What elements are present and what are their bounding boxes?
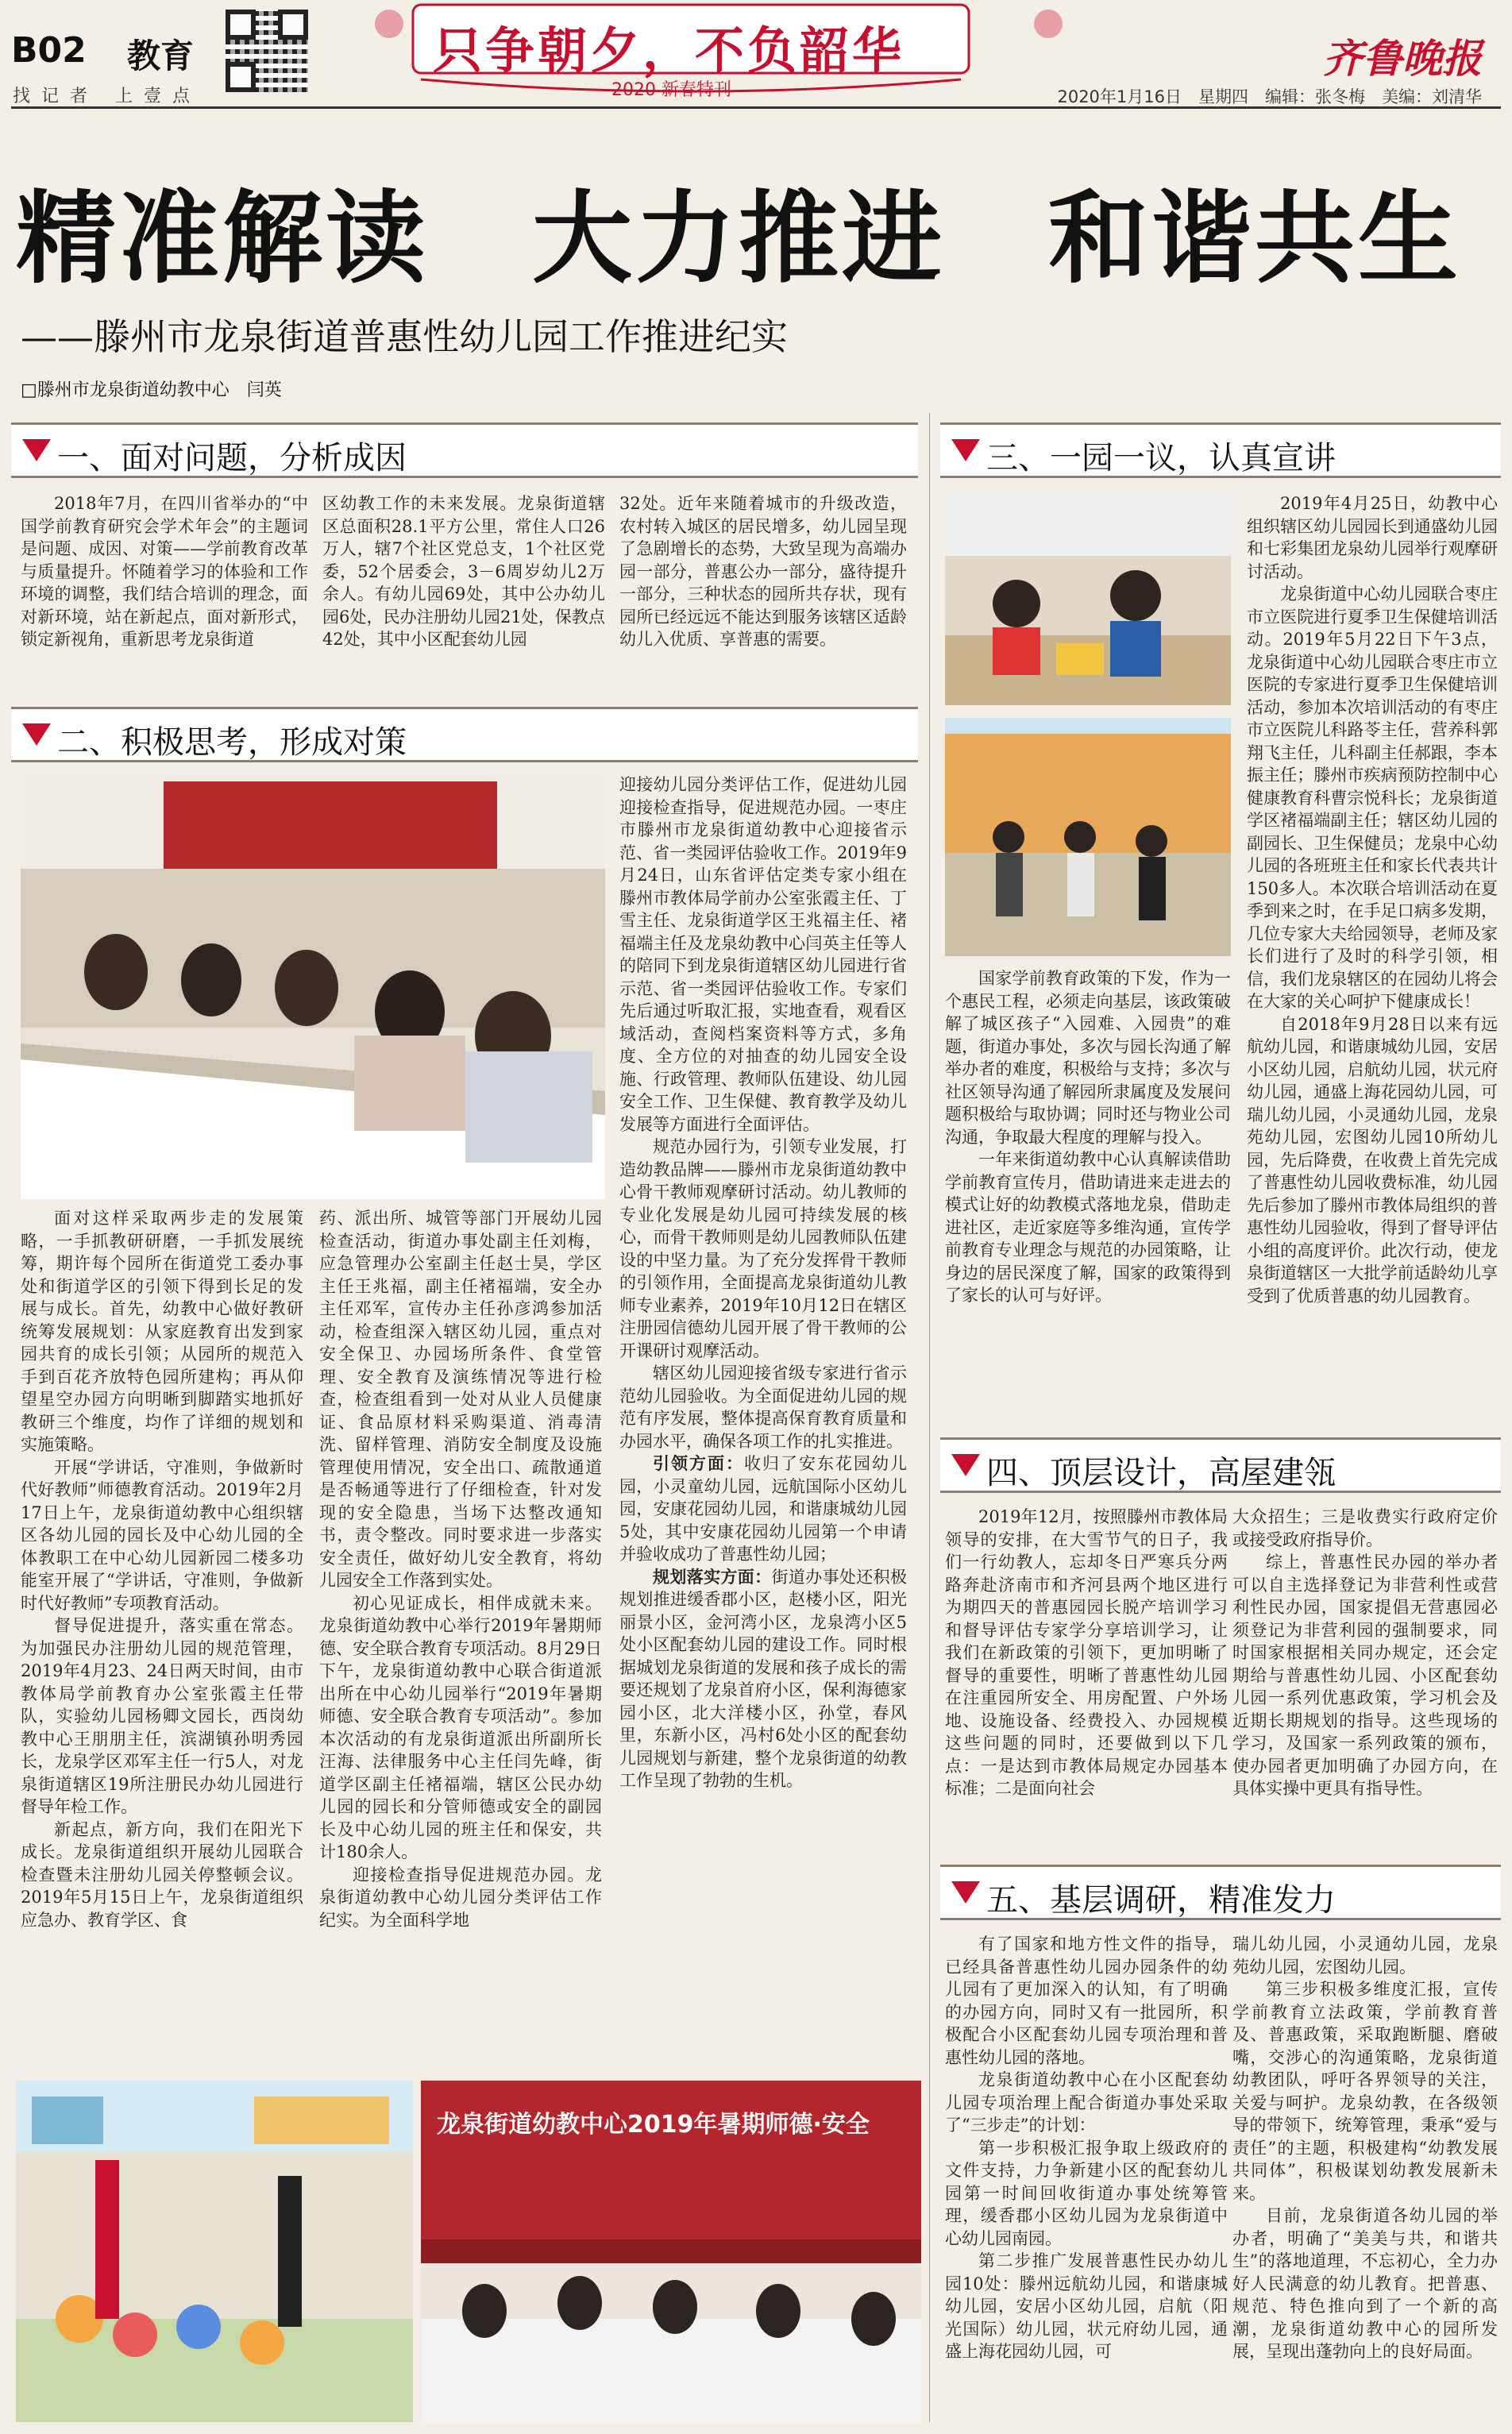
text-column <box>21 492 308 691</box>
paragraph: 瑞儿幼儿园，小灵通幼儿园，龙泉苑幼儿园，宏图幼儿园。 <box>1232 1934 1498 1977</box>
masthead <box>0 0 1512 111</box>
byline: □滕州市龙泉街道幼教中心 闫英 <box>21 380 282 400</box>
text-column <box>319 1207 602 2033</box>
paragraph: 2018年7月，在四川省举办的“中国学前教育研究会学术年会”的主题词是问题、成因、对策——学前教育改革与质量提升。怀随着学习的体验和工作环境的调整，我们结合培训的理念，面对新环境，站在新起点，面对新形式，锁定新视角，重新思考龙泉街道 <box>21 494 308 649</box>
paragraph: 一年来街道幼教中心认真解读借助学前教育宣传月，借助请进来走进去的模式让好的幼教模式落地龙泉，借助走进社区，走近家庭等多维沟通，宣传学前教育专业理念与规范的办园策略，让身边的居民深度了解，国家的政策得到了家长的认可与好评。 <box>945 1150 1231 1305</box>
paragraph: 2019年4月25日，幼教中心组织辖区幼儿园园长到通盛幼儿园和七彩集团龙泉幼儿园举行观摩研讨活动。 <box>1247 494 1498 581</box>
paragraph: 收归了安东花园幼儿园，小灵童幼儿园，远航国际小区幼儿园，安康花园幼儿园，和谐康城幼儿园5处，其中安康花园幼儿园第一个申请并验收成功了普惠性幼儿园； <box>619 1454 907 1564</box>
paragraph: 龙泉街道幼教中心在小区配套幼儿园专项治理上配合街道办事处采取了“三步走”的计划： <box>945 2070 1228 2135</box>
paragraph: 规范办园行为，引领专业发展，打造幼教品牌——滕州市龙泉街道幼教中心骨干教师观摩研讨活动。幼儿教师的专业化发展是幼儿园可持续发展的核心，而骨干教师则是幼儿园教师队伍建设的中坚力量。为了充分发挥骨干教师的引领作用，全面提高龙泉街道幼儿教师专业素养，2019年10月12日在辖区注册园信德幼儿园开展了骨干教师的公开课研讨观摩活动。 <box>619 1137 907 1360</box>
text-column <box>619 773 907 2033</box>
section-name: 教育 <box>127 37 195 75</box>
classroom-photo-icon <box>16 2081 413 2422</box>
paragraph: 迎接检查指导促进规范办园。龙泉街道幼教中心幼儿园分类评估工作纪实。为全面科学地 <box>319 1865 602 1930</box>
photo-classroom <box>16 2081 413 2422</box>
paragraph: 目前，龙泉街道各幼儿园的举办者，明确了“美美与共，和谐共生”的落地道理，不忘初心，全力办好人民满意的幼儿教育。把普惠、规范、特色推向到了一个新的高潮，龙泉街道幼教中心的园所发展，呈现出蓬勃向上的良好局面。 <box>1232 2206 1498 2361</box>
photo-meeting <box>21 773 605 1199</box>
newspaper-logo: 齐鲁晚报 <box>1323 35 1482 82</box>
paragraph: 自2018年9月28日以来有远航幼儿园，和谐康城幼儿园，安居小区幼儿园，启航幼儿园，状元府幼儿园，通盛上海花园幼儿园，可瑞儿幼儿园，小灵通幼儿园，龙泉苑幼儿园，宏图幼儿园10所幼儿园，先后降费，在收费上首先完成了普惠性幼儿园收费标准，幼儿园先后参加了滕州市教体局组织的普惠性幼儿园验收，得到了督导评估小组的高度评价。此次行动，使龙泉街道辖区一大批学前适龄幼儿享受到了优质普惠的幼儿园教育。 <box>1247 1014 1498 1306</box>
paragraph: 辖区幼儿园迎接省级专家进行省示范幼儿园验收。为全面促进幼儿园的规范有序发展，整体提高保育教育质量和办园水平，确保各项工作的扎实推进。 <box>619 1364 907 1451</box>
triangle-marker-icon <box>951 439 980 461</box>
paragraph: 综上，普惠性民办园的举办者可以自主选择登记为非营利性或营利性民办园，国家提倡无营惠园必须登记为非营利园的强制要求，同时国家根据相关同办规定，还会定期给与普惠性幼儿园、小区配套幼儿园一系列优惠政策，学习机会及近期长期规划的指导。这些现场的学习，及国家一系列政策的颁布，使办园者更加明确了办园方向，在具体实操中更具有指导性。 <box>1232 1553 1498 1798</box>
section-heading-text: 四、顶层设计，高屋建瓴 <box>986 1455 1336 1491</box>
triangle-marker-icon <box>22 723 51 746</box>
triangle-marker-icon <box>951 1881 980 1904</box>
photo-visit <box>945 718 1231 956</box>
meeting-photo-icon <box>21 773 605 1199</box>
text-column <box>1232 1933 1498 2422</box>
section-heading-text: 三、一园一议，认真宣讲 <box>986 440 1336 476</box>
photo-children <box>945 492 1231 705</box>
section-heading-text: 五、基层调研，精准发力 <box>986 1882 1336 1919</box>
paragraph: 街道办事处还积极规划推进缓香郡小区，赵楼小区，阳光丽景小区，金河湾小区，龙泉湾小区5处小区配套幼儿园的建设工作。同时根据城划龙泉街道的发展和孩子成长的需要还规划了龙泉首府小区，保利海德家园小区，北大洋楼小区，孙堂，春风里，东新小区，冯村6处小区的配套幼儿园规划与新建，整个龙泉街道的幼教工作呈现了勃勃的生机。 <box>619 1567 907 1790</box>
banner-special-label: 2020 新春特刊 <box>611 80 731 100</box>
inline-label: 引领方面： <box>653 1453 744 1473</box>
text-column <box>1232 1506 1498 1855</box>
paragraph: 第一步积极汇报争取上级政府的文件支持，力争新建小区的配套幼儿园第一时间回收街道办事处统筹管理，缓香郡小区幼儿园为龙泉街道中心幼儿园南园。 <box>945 2138 1228 2248</box>
paragraph: 龙泉街道中心幼儿园联合枣庄市立医院进行夏季卫生保健培训活动。2019年5月22日下午3点，龙泉街道中心幼儿园联合枣庄市立医院的专家进行夏季卫生保健培训活动，参加本次培训活动的有枣庄市立医院儿科路苓主任，营养科郭翔飞主任，儿科副主任郝跟，李本振主任；滕州市疾病预防控制中心健康教育科曹宗悦科长；龙泉街道学区褚福端副主任；辖区幼儿园的副园长、卫生保健员；龙泉中心幼儿园的各班班主任和家长代表共计150多人。本次联合培训活动在夏季到来之时，在手足口病多发期，几位专家大夫给园领导，老师及家长们进行了及时的科学引领，相信，我们龙泉辖区的在园幼儿将会在大家的关心呵护下健康成长！ <box>1247 584 1498 1011</box>
paragraph: 新起点，新方向，我们在阳光下成长。龙泉街道组织开展幼儿园联合检查暨未注册幼儿园关停整顿会议。2019年5月15日上午，龙泉街道组织应急办、教育学区、食 <box>21 1819 303 1930</box>
text-column <box>1247 492 1498 1460</box>
photo-banner-text: 龙泉街道幼教中心2019年暑期师德·安全 <box>437 2111 870 2139</box>
paragraph: 药、派出所、城管等部门开展幼儿园检查活动，街道办事处副主任刘梅，应急管理办公室副主任赵士昊，学区主任王兆福，副主任褚福端，安全办主任邓军，宣传办主任孙彦鸿参加活动，检查组深入辖区幼儿园，重点对安全保卫、办园场所条件、食堂管理、安全教育及演练情况等进行检查，检查组看到一处对从业人员健康证、食品原材料采购渠道、消毒清洗、留样管理、消防安全制度及设施管理使用情况，安全出口、疏散通道是否畅通等进行了仔细检查，针对发现的安全隐患，当场下达整改通知书，责令整改。同时要求进一步落实安全责任，做好幼儿安全教育，将幼儿园安全工作落到实处。 <box>319 1209 602 1590</box>
section-heading-text: 一、面对问题，分析成因 <box>57 440 407 476</box>
section-heading-4 <box>940 1437 1501 1493</box>
section-heading-text: 二、积极思考，形成对策 <box>57 724 407 761</box>
page-number: B02 <box>11 30 87 71</box>
masthead-rule <box>11 106 1501 109</box>
masthead-sublabel: 找记者 上壹点 <box>13 87 201 106</box>
paragraph: 区幼教工作的未来发展。龙泉街道辖区总面积28.1平方公里，常住人口26万人，辖7个社区党总支，1个社区党委，52个居委会，3－6周岁幼儿2万余人。有幼儿园69处，其中公办幼儿园6处，民办注册幼儿园21处，保教点42处，其中小区配套幼儿园 <box>322 494 605 649</box>
text-column <box>21 1207 303 2033</box>
festival-banner <box>357 0 1088 100</box>
text-column <box>945 967 1231 1460</box>
paragraph: 有了国家和地方性文件的指导，已经具备普惠性幼儿园办园条件的幼儿园有了更加深入的认知，有了明确的办园方向，同时又有一批园所，积极配合小区配套幼儿园专项治理和普惠性幼儿园的落地。 <box>945 1934 1228 2067</box>
paragraph: 国家学前教育政策的下发，作为一个惠民工程，必须走向基层，该政策破解了城区孩子“入园难、入园贵”的难题，街道办事处，多次与园长沟通了解举办者的难度，积极给与支持；多次与社区领导沟通了解园所隶属度及发展问题积极给与取协调；同时还与物业公司沟通，争取最大程度的理解与投入。 <box>945 969 1231 1147</box>
visit-photo-icon <box>945 718 1231 956</box>
qr-code-icon[interactable] <box>226 10 308 92</box>
section-heading-1 <box>11 422 918 478</box>
subheadline: ——滕州市龙泉街道普惠性幼儿园工作推进纪实 <box>21 315 788 358</box>
dateline: 2020年1月16日 星期四 编辑：张冬梅 美编：刘清华 <box>1057 87 1482 106</box>
banner-slogan: 只争朝夕，不负韶华 <box>433 21 905 79</box>
section-heading-2 <box>11 707 918 762</box>
paragraph: 迎接幼儿园分类评估工作，促进幼儿园迎接检查指导，促进规范办园。一枣庄市滕州市龙泉街道幼教中心迎接省示范、省一类园评估验收工作。2019年9月24日，山东省评估定类专家小组在滕州市教体局学前办公室张霞主任、丁雪主任、龙泉街道学区王兆福主任、褚福端主任及龙泉幼教中心闫英主任等人的陪同下到龙泉街道辖区幼儿园进行省示范、省一类园评估验收工作。专家们先后通过听取汇报，实地查看，观看区域活动，查阅档案资料等方式，多角度、全方位的对抽查的幼儿园安全设施、行政管理、教师队伍建设、幼儿园安全工作、卫生保健、教育教学及幼儿发展等方面进行全面评估。 <box>619 775 907 1134</box>
paragraph: 督导促进提升，落实重在常态。为加强民办注册幼儿园的规范管理，2019年4月23、24日两天时间，由市教体局学前教育办公室张霞主任带队，实验幼儿园杨卿文园长，西岗幼教中心王朋朋主任，滨湖镇孙明秀园长，龙泉学区邓军主任一行5人，对龙泉街道辖区19所注册民办幼儿园进行督导年检工作。 <box>21 1616 303 1816</box>
paragraph: 面对这样采取两步走的发展策略，一手抓教研研磨，一手抓发展统筹，期许每个园所在街道党工委办事处和街道学区的引领下得到长足的发展与成长。首先，幼教中心做好教研统筹发展规划：从家庭教育出发到家园共育的成长引领；从园所的规范入手到百花齐放特色园所建构；再从仰望星空办园方向明晰到脚踏实地抓好教研三个维度，均作了详细的规划和实施策略。 <box>21 1209 303 1454</box>
children-photo-icon <box>945 492 1231 705</box>
text-column <box>945 1933 1228 2422</box>
paragraph: 大众招生；三是收费实行政府定价或接受政府指导价。 <box>1232 1507 1498 1549</box>
paragraph: 2019年12月，按照滕州市教体局领导的安排，在大雪节气的日子，我们一行幼教人，忘却冬日严寒兵分两路奔赴济南市和齐河县两个地区进行为期四天的普惠园园长脱产培训学习和督导评估专家学分享培训学习，让我们在新政策的引领下，更加明晰了督导的重要性，明晰了普惠性幼儿园在注重园所安全、用房配置、户外场地、设施设备、经费投入、办园规模这些问题的同时，还要做到以下几点：一是达到市教体局规定办园基本标准；二是面向社会 <box>945 1507 1228 1798</box>
text-column <box>322 492 605 691</box>
page-title: 精准解读 大力推进 和谐共生 <box>16 179 1461 297</box>
column-divider <box>929 413 930 2422</box>
text-column <box>945 1506 1228 1855</box>
triangle-marker-icon <box>951 1454 980 1476</box>
section-heading-3 <box>940 422 1501 478</box>
section-heading-5 <box>940 1865 1501 1920</box>
text-column <box>619 492 907 691</box>
paragraph: 32处。近年来随着城市的升级改造，农村转入城区的居民增多，幼儿园呈现了急剧增长的态势，大致呈现为高端办园一部分，普惠公办一部分，盛待提升一部分，三种状态的园所共存状，现有园所已经远远不能达到服务该辖区适龄幼儿入优质、享普惠的需要。 <box>619 494 907 649</box>
paragraph: 初心见证成长，相伴成就未来。龙泉街道幼教中心举行2019年暑期师德、安全联合教育专项活动。8月29日下午，龙泉街道幼教中心联合街道派出所在中心幼儿园举行“2019年暑期师德、安全联合教育专项活动”。参加本次活动的有龙泉街道派出所副所长汪海、法律服务中心主任闫先峰，街道学区副主任褚福端，辖区公民办幼儿园的园长和分管师德或安全的副园长及中心幼儿园的班主任和保安，共计180余人。 <box>319 1593 602 1861</box>
paragraph: 第三步积极多维度汇报，宣传学前教育立法政策，学前教育普及、普惠政策，采取跑断腿、磨破嘴，交涉心的沟通策略，龙泉街道幼教团队，呼吁各界领导的关注，关爱与呵护。龙泉幼教，在各级领导的带领下，统筹管理，秉承“爱与责任”的主题，积极建构“幼教发展共同体”，积极谋划幼教发展新未来。 <box>1232 1980 1498 2203</box>
inline-label: 规划落实方面： <box>653 1566 772 1587</box>
paragraph: 第二步推广发展普惠性民办幼儿园10处：滕州远航幼儿园，和谐康城幼儿园，安居小区幼儿园，启航（阳光国际）幼儿园，状元府幼儿园，通盛上海花园幼儿园，可 <box>945 2251 1228 2361</box>
triangle-marker-icon <box>22 439 51 461</box>
photo-conference <box>421 2081 921 2422</box>
paragraph: 开展“学讲话，守准则，争做新时代好教师”师德教育活动。2019年2月17日上午，龙泉街道幼教中心组织辖区各幼儿园的园长及中心幼儿园的全体教职工在中心幼儿园新园二楼多功能室开展了“学讲话，守准则，争做新时代好教师”专项教育活动。 <box>21 1457 303 1613</box>
